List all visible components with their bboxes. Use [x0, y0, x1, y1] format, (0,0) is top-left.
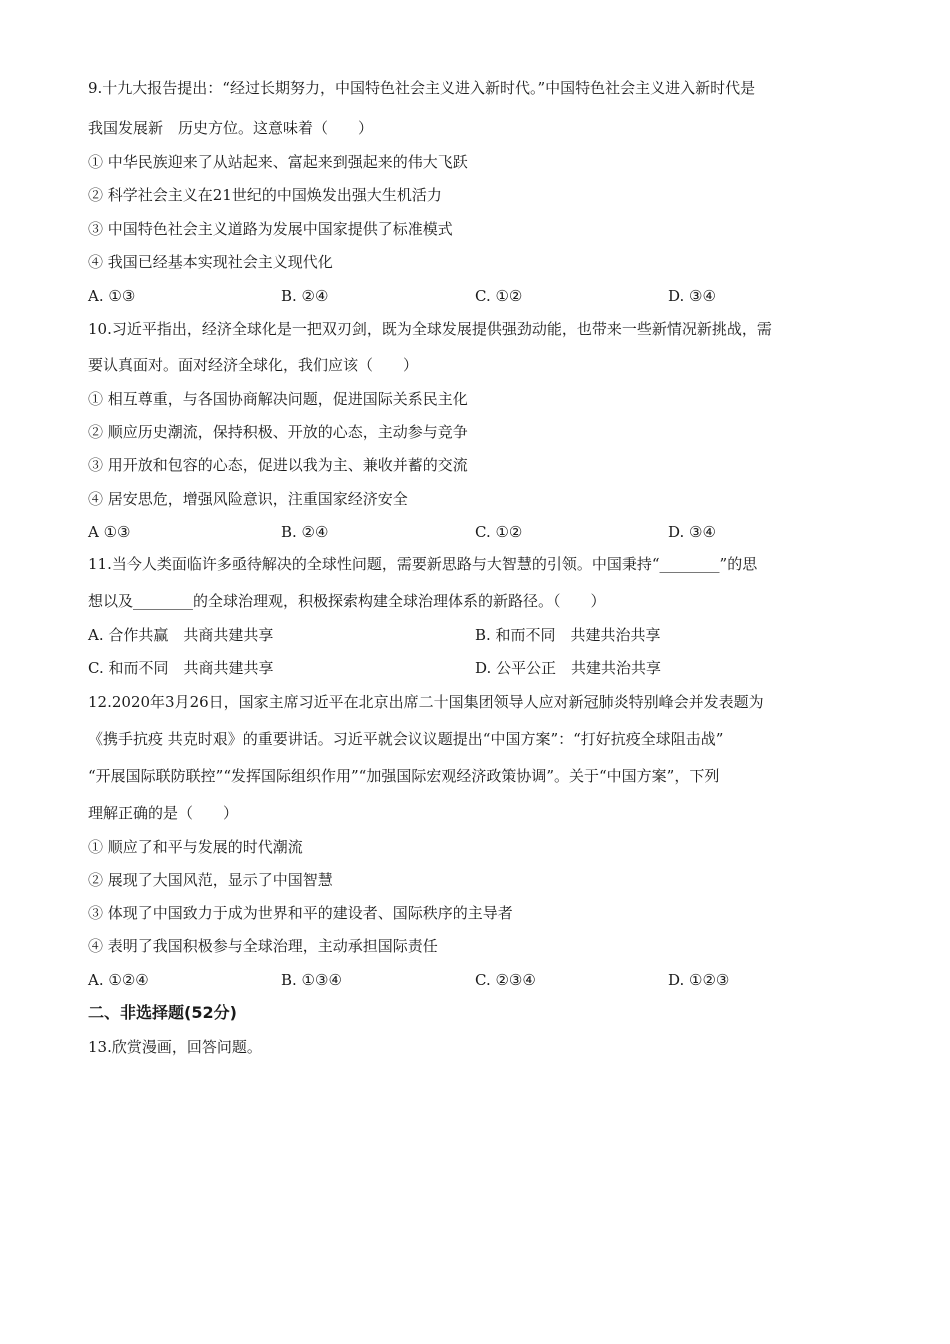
q12-option-d: D. ①②③	[668, 971, 730, 989]
q10-option-a: A ①③	[88, 523, 131, 541]
q10-stem-line1: 10.习近平指出，经济全球化是一把双刃剑，既为全球发展提供强劲动能，也带来一些新情况新挑战，需	[88, 320, 772, 338]
q12-item-4: ④ 表明了我国积极参与全球治理，主动承担国际责任	[88, 937, 438, 955]
q9-option-d: D. ③④	[668, 287, 716, 305]
q10-stem-line2: 要认真面对。面对经济全球化，我们应该（ ）	[88, 356, 419, 374]
q9-stem-line1: 9.十九大报告提出：“经过长期努力，中国特色社会主义进入新时代。”中国特色社会主义进入新时代是	[88, 79, 756, 97]
q12-stem-line3: “开展国际联防联控”“发挥国际组织作用”“加强国际宏观经济政策协调”。关于“中国方案”，下列	[88, 767, 720, 785]
q10-item-3: ③ 用开放和包容的心态，促进以我为主、兼收并蓄的交流	[88, 456, 468, 474]
q9-option-b: B. ②④	[281, 287, 329, 305]
q9-option-a: A. ①③	[88, 287, 136, 305]
q11-option-b: B. 和而不同 共建共治共享	[475, 626, 661, 644]
q12-stem-line1: 12.2020年3月26日，国家主席习近平在北京出席二十国集团领导人应对新冠肺炎特别峰会并发表题为	[88, 693, 764, 711]
q10-option-c: C. ①②	[475, 523, 523, 541]
q11-stem-line2: 想以及________的全球治理观，积极探索构建全球治理体系的新路径。（ ）	[88, 592, 606, 610]
q13-stem: 13.欣赏漫画，回答问题。	[88, 1038, 262, 1056]
q9-item-2: ② 科学社会主义在21世纪的中国焕发出强大生机活力	[88, 186, 442, 204]
q10-option-d: D. ③④	[668, 523, 716, 541]
q9-option-c: C. ①②	[475, 287, 523, 305]
q12-option-a: A. ①②④	[88, 971, 149, 989]
q11-option-d: D. 公平公正 共建共治共享	[475, 659, 662, 677]
q12-item-1: ① 顺应了和平与发展的时代潮流	[88, 838, 303, 856]
q11-stem-line1: 11.当今人类面临许多亟待解决的全球性问题，需要新思路与大智慧的引领。中国秉持“________”的思	[88, 555, 758, 573]
q12-stem-line4: 理解正确的是（ ）	[88, 804, 239, 822]
q12-item-2: ② 展现了大国风范，显示了中国智慧	[88, 871, 333, 889]
q11-option-a: A. 合作共赢 共商共建共享	[88, 626, 274, 644]
q9-item-1: ① 中华民族迎来了从站起来、富起来到强起来的伟大飞跃	[88, 153, 468, 171]
q12-item-3: ③ 体现了中国致力于成为世界和平的建设者、国际秩序的主导者	[88, 904, 513, 922]
q12-option-b: B. ①③④	[281, 971, 342, 989]
q12-stem-line2: 《携手抗疫 共克时艰》的重要讲话。习近平就会议议题提出“中国方案”：“打好抗疫全球阻击战”	[88, 730, 724, 748]
q9-item-3: ③ 中国特色社会主义道路为发展中国家提供了标准模式	[88, 220, 453, 238]
q10-item-2: ② 顺应历史潮流，保持积极、开放的心态，主动参与竞争	[88, 423, 468, 441]
q9-stem-line2: 我国发展新 历史方位。这意味着（ ）	[88, 119, 374, 137]
q12-option-c: C. ②③④	[475, 971, 536, 989]
q10-option-b: B. ②④	[281, 523, 329, 541]
q11-option-c: C. 和而不同 共商共建共享	[88, 659, 274, 677]
section-heading: 二、非选择题(52分)	[88, 1003, 237, 1022]
q9-item-4: ④ 我国已经基本实现社会主义现代化	[88, 253, 333, 271]
q10-item-4: ④ 居安思危，增强风险意识，注重国家经济安全	[88, 490, 408, 508]
q10-item-1: ① 相互尊重，与各国协商解决问题，促进国际关系民主化	[88, 390, 468, 408]
